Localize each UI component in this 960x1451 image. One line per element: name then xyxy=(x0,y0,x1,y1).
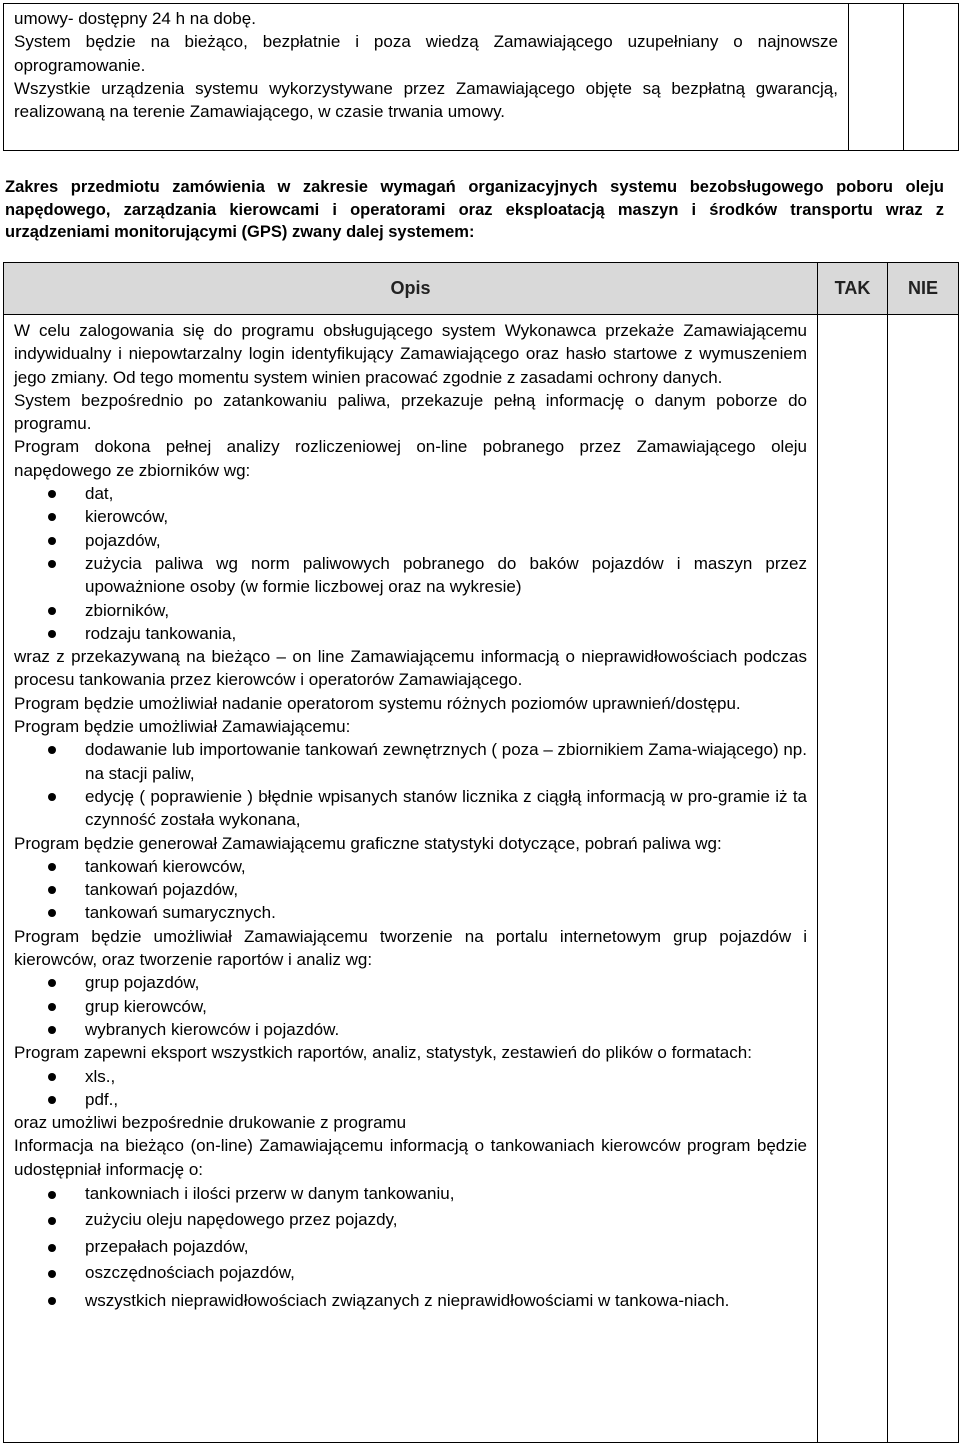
paragraph-login: W celu zalogowania się do programu obsługującego system Wykonawca przekaże Zamawiającemu indywidualny i niepowtarzalny login identyfikujący Zamawiającego oraz hasło startowe z wymuszeniem jego zmiany. Od tego momentu system winien pracować zgodnie z zasadami ochrony danych. xyxy=(14,321,807,387)
bullet-icon xyxy=(48,630,56,638)
list-item: pojazdów, xyxy=(14,529,807,552)
analysis-list xyxy=(14,482,807,645)
section-heading: Zakres przedmiotu zamówienia w zakresie wymagań organizacyjnych systemu bezobsługowego poboru oleju napędowego, zarządzania kierowcami i operatorami oraz eksploatacją maszyn i środków transportu wraz z urządzeniami monitorującymi (GPS) zwany dalej systemem: xyxy=(5,178,944,241)
bullet-icon xyxy=(48,886,56,894)
top-tak-cell xyxy=(849,4,904,151)
online-info-list xyxy=(14,1181,807,1312)
capabilities-list xyxy=(14,738,807,831)
bullet-icon xyxy=(48,490,56,498)
bullet-icon xyxy=(48,537,56,545)
list-item: oszczędnościach pojazdów, xyxy=(14,1260,807,1287)
list-item: pdf., xyxy=(14,1088,807,1111)
bullet-icon xyxy=(48,607,56,615)
list-item: wszystkich nieprawidłowościach związanych z nieprawidłowościami w tankowa-niach. xyxy=(14,1287,807,1312)
bullet-icon xyxy=(48,1217,56,1225)
paragraph-tanking-info: System bezpośrednio po zatankowaniu paliwa, przekazuje pełną informację o danym poborze do programu. xyxy=(14,390,807,434)
list-item: tankowań sumarycznych. xyxy=(14,901,807,924)
bullet-icon xyxy=(48,1003,56,1011)
bullet-icon xyxy=(48,909,56,917)
bullet-icon xyxy=(48,793,56,801)
list-item: edycję ( poprawienie ) błędnie wpisanych stanów licznika z ciągłą informacją w pro-gramie iż ta czynność została wykonana, xyxy=(14,785,807,832)
bullet-icon xyxy=(48,1270,56,1278)
bullet-icon xyxy=(48,979,56,987)
list-item: przepałach pojazdów, xyxy=(14,1234,807,1261)
groups-list xyxy=(14,971,807,1041)
bullet-icon xyxy=(48,1096,56,1104)
bullet-icon xyxy=(48,1244,56,1252)
top-nie-cell xyxy=(904,4,959,151)
bullet-icon xyxy=(48,560,56,568)
top-table xyxy=(3,3,959,151)
list-item: zużyciu oleju napędowego przez pojazdy, xyxy=(14,1207,807,1234)
bullet-icon xyxy=(48,513,56,521)
bullet-icon xyxy=(48,1073,56,1081)
list-item: zużycia paliwa wg norm paliwowych pobranego do baków pojazdów i maszyn przez upoważnione osoby (w formie liczbowej oraz na wykresie) xyxy=(14,552,807,599)
paragraph-analysis: Program dokona pełnej analizy rozliczeniowej on-line pobranego przez Zamawiającego oleju napędowego ze zbiorników wg: xyxy=(14,437,807,480)
paragraph-irregularities: wraz z przekazywaną na bieżąco – on line Zamawiającemu informacją o nieprawidłowościach podczas procesu tankowania przez kierowców i operatorów Zamawiającego. xyxy=(14,647,807,690)
requirements-table xyxy=(3,262,959,1443)
paragraph-export: Program zapewni eksport wszystkich raportów, analiz, statystyk, zestawień do plików o formatach: xyxy=(14,1043,752,1063)
list-item: xls., xyxy=(14,1065,807,1088)
list-item: kierowców, xyxy=(14,505,807,528)
paragraph-capabilities: Program będzie umożliwiał Zamawiającemu: xyxy=(14,717,351,737)
list-item: grup kierowców, xyxy=(14,995,807,1018)
list-item: tankowań pojazdów, xyxy=(14,878,807,901)
description-cell xyxy=(4,315,818,1443)
list-item: rodzaju tankowania, xyxy=(14,622,807,645)
paragraph-groups: Program będzie umożliwiał Zamawiającemu tworzenie na portalu internetowym grup pojazdów i kierowców, oraz tworzenie raportów i analiz wg: xyxy=(14,926,807,970)
top-line-3: Wszystkie urządzenia systemu wykorzystywane przez Zamawiającego objęte są bezpłatną gwarancją, realizowaną na terenie Zamawiającego, w czasie trwania umowy. xyxy=(14,78,838,122)
bullet-icon xyxy=(48,1297,56,1305)
bullet-icon xyxy=(48,863,56,871)
top-description-cell xyxy=(4,4,849,151)
bullet-icon xyxy=(48,1026,56,1034)
list-item: zbiorników, xyxy=(14,599,807,622)
list-item: grup pojazdów, xyxy=(14,971,807,994)
list-item: dodawanie lub importowanie tankowań zewnętrznych ( poza – zbiornikiem Zama-wiającego) np. na stacji paliw, xyxy=(14,738,807,785)
list-item: dat, xyxy=(14,482,807,505)
tak-answer-cell[interactable] xyxy=(818,315,888,1443)
top-line-1: umowy- dostępny 24 h na dobę. xyxy=(14,9,256,28)
export-formats-list xyxy=(14,1065,807,1112)
bullet-icon xyxy=(48,1191,56,1199)
header-nie: NIE xyxy=(888,263,959,315)
paragraph-online-info: Informacja na bieżąco (on-line) Zamawiającemu informacją o tankowaniach kierowców program będzie udostępniał informację o: xyxy=(14,1136,807,1179)
list-item: tankowań kierowców, xyxy=(14,855,807,878)
list-item: wybranych kierowców i pojazdów. xyxy=(14,1018,807,1041)
nie-answer-cell[interactable] xyxy=(888,315,959,1443)
paragraph-printing: oraz umożliwi bezpośrednie drukowanie z programu xyxy=(14,1113,407,1133)
paragraph-statistics: Program będzie generował Zamawiającemu graficzne statystyki dotyczące, pobrań paliwa wg: xyxy=(14,833,722,853)
top-line-2: System będzie na bieżąco, bezpłatnie i poza wiedzą Zamawiającego uzupełniany o najnowsze oprogramowanie. xyxy=(14,32,838,75)
header-opis: Opis xyxy=(4,263,818,315)
header-tak: TAK xyxy=(818,263,888,315)
bullet-icon xyxy=(48,746,56,754)
list-item: tankowniach i ilości przerw w danym tankowaniu, xyxy=(14,1181,807,1208)
paragraph-permissions: Program będzie umożliwiał nadanie operatorom systemu różnych poziomów uprawnień/dostępu. xyxy=(14,693,741,713)
statistics-list xyxy=(14,855,807,925)
